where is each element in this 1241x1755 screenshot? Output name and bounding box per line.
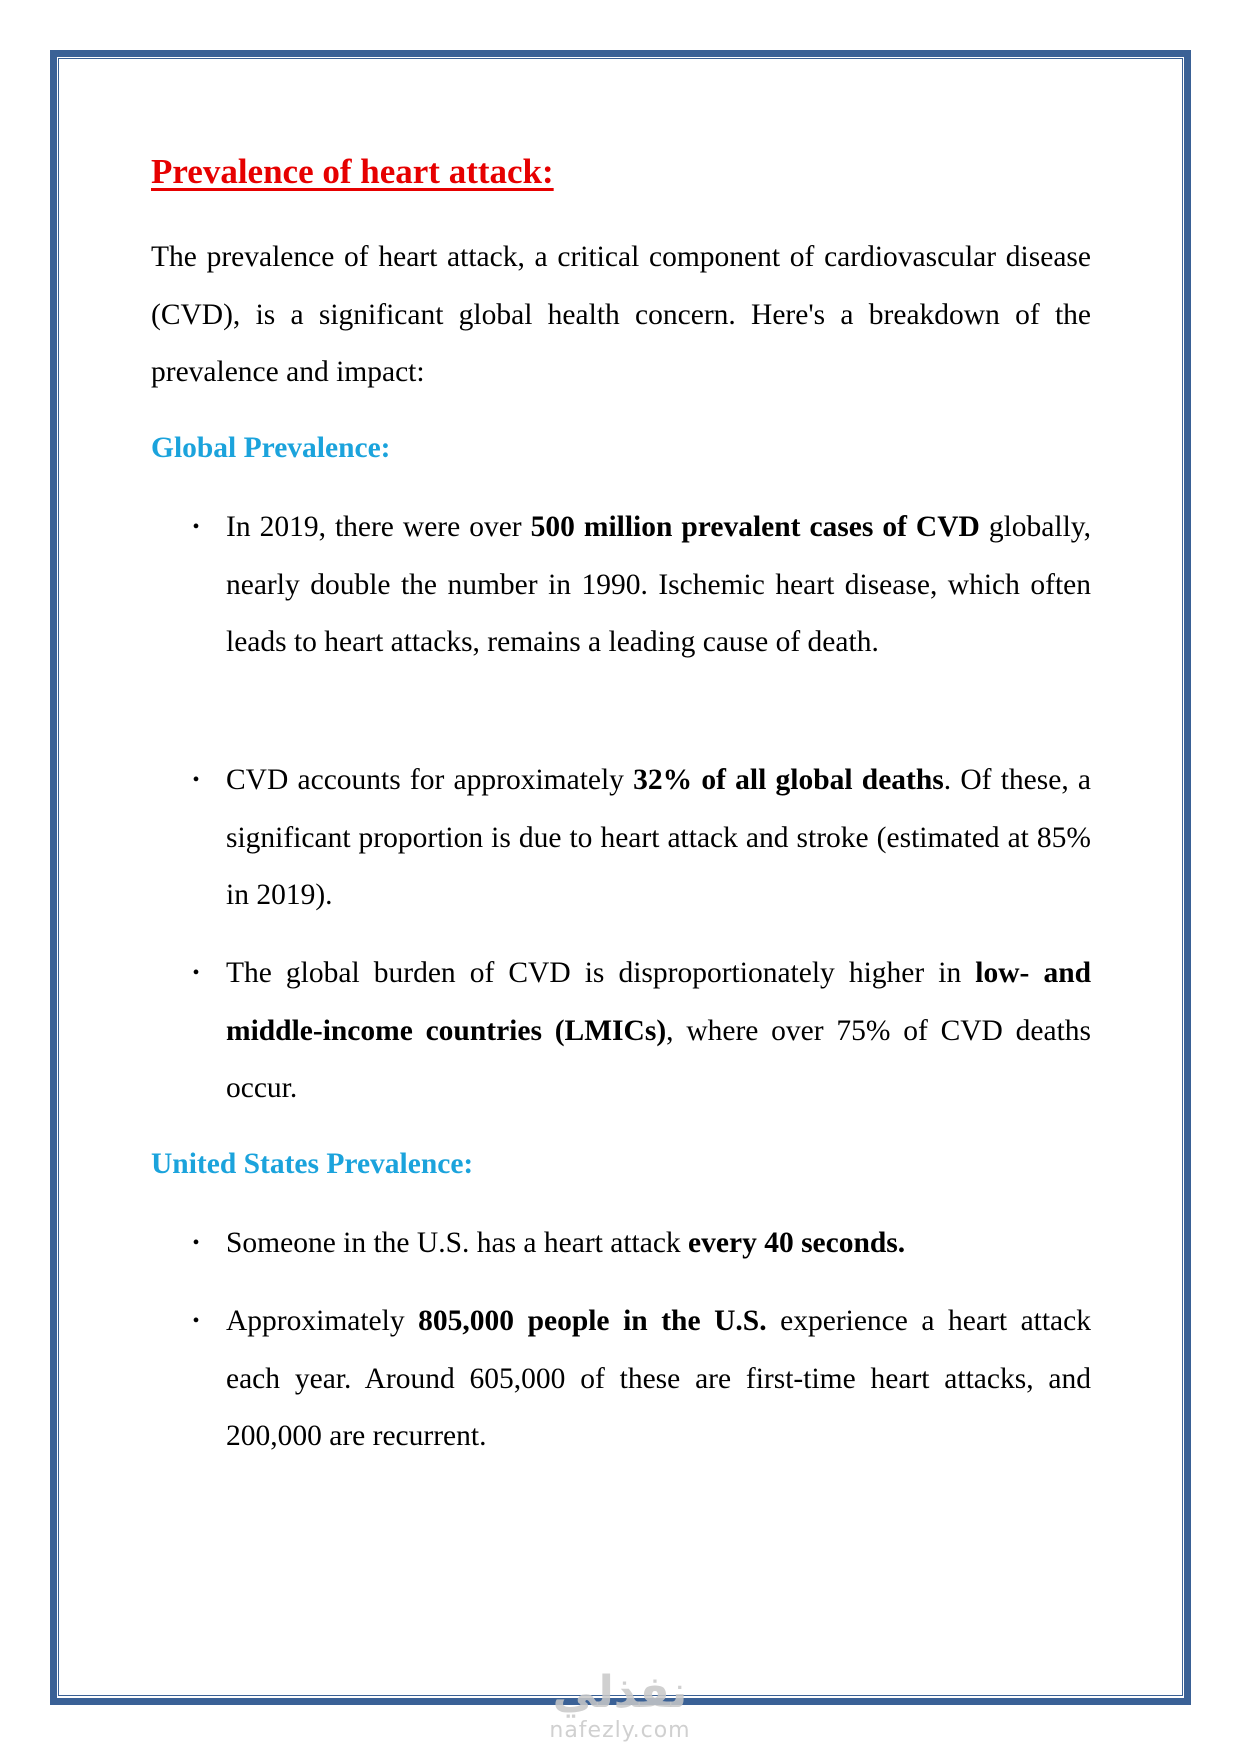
intro-paragraph: The prevalence of heart attack, a critical component of cardiovascular disease (CVD), is a significant global health concern. Here's a breakdown of the prevalence and impact: <box>151 241 1091 388</box>
list-item <box>192 1215 1091 1273</box>
list-item-bold: every 40 seconds. <box>688 1227 906 1259</box>
list-item-text: experience a heart attack each year. Around 605,000 of these are first-time heart attacks, and 200,000 are recurrent. <box>226 1305 1091 1452</box>
list-item-text: Approximately <box>226 1305 419 1337</box>
bullet-icon: • <box>192 1232 200 1254</box>
list-item-bold: 500 million prevalent cases of CVD <box>530 511 980 543</box>
list-item <box>192 1293 1091 1466</box>
list-item-bold: 805,000 people in the U.S. <box>418 1305 767 1337</box>
list-item <box>192 752 1092 925</box>
section-heading-us: United States Prevalence: <box>151 1148 474 1180</box>
bullet-icon: • <box>192 516 200 538</box>
list-item-text: In 2019, there were over <box>226 511 531 543</box>
list-item-bold: low- and middle-income countries (LMICs) <box>226 957 1092 1047</box>
list-item-text: , where over 75% of CVD deaths occur. <box>226 1014 1091 1104</box>
watermark-logo-arabic: نفذلي <box>552 1667 688 1718</box>
watermark-logo-latin: nafezly.com <box>549 1718 691 1743</box>
list-item-text: The global burden of CVD is disproportionately higher in <box>226 957 976 989</box>
list-item-text: . Of these, a significant proportion is due to heart attack and stroke (estimated at 85% in 2019). <box>226 764 1092 911</box>
section-heading-global: Global Prevalence: <box>151 432 391 464</box>
bullet-icon: • <box>192 769 200 791</box>
list-item <box>192 945 1092 1118</box>
list-item <box>192 499 1091 672</box>
bullet-icon: • <box>192 1310 200 1332</box>
watermark <box>520 1668 720 1744</box>
list-item-text: Someone in the U.S. has a heart attack <box>226 1227 689 1259</box>
bullet-icon: • <box>192 962 200 984</box>
list-item-text: globally, nearly double the number in 1990. Ischemic heart disease, which often leads to heart attacks, remains a leading cause of death. <box>226 511 1091 658</box>
page-title: Prevalence of heart attack: <box>151 152 554 191</box>
list-item-bold: 32% of all global deaths <box>633 764 944 796</box>
list-item-text: CVD accounts for approximately <box>226 764 634 796</box>
